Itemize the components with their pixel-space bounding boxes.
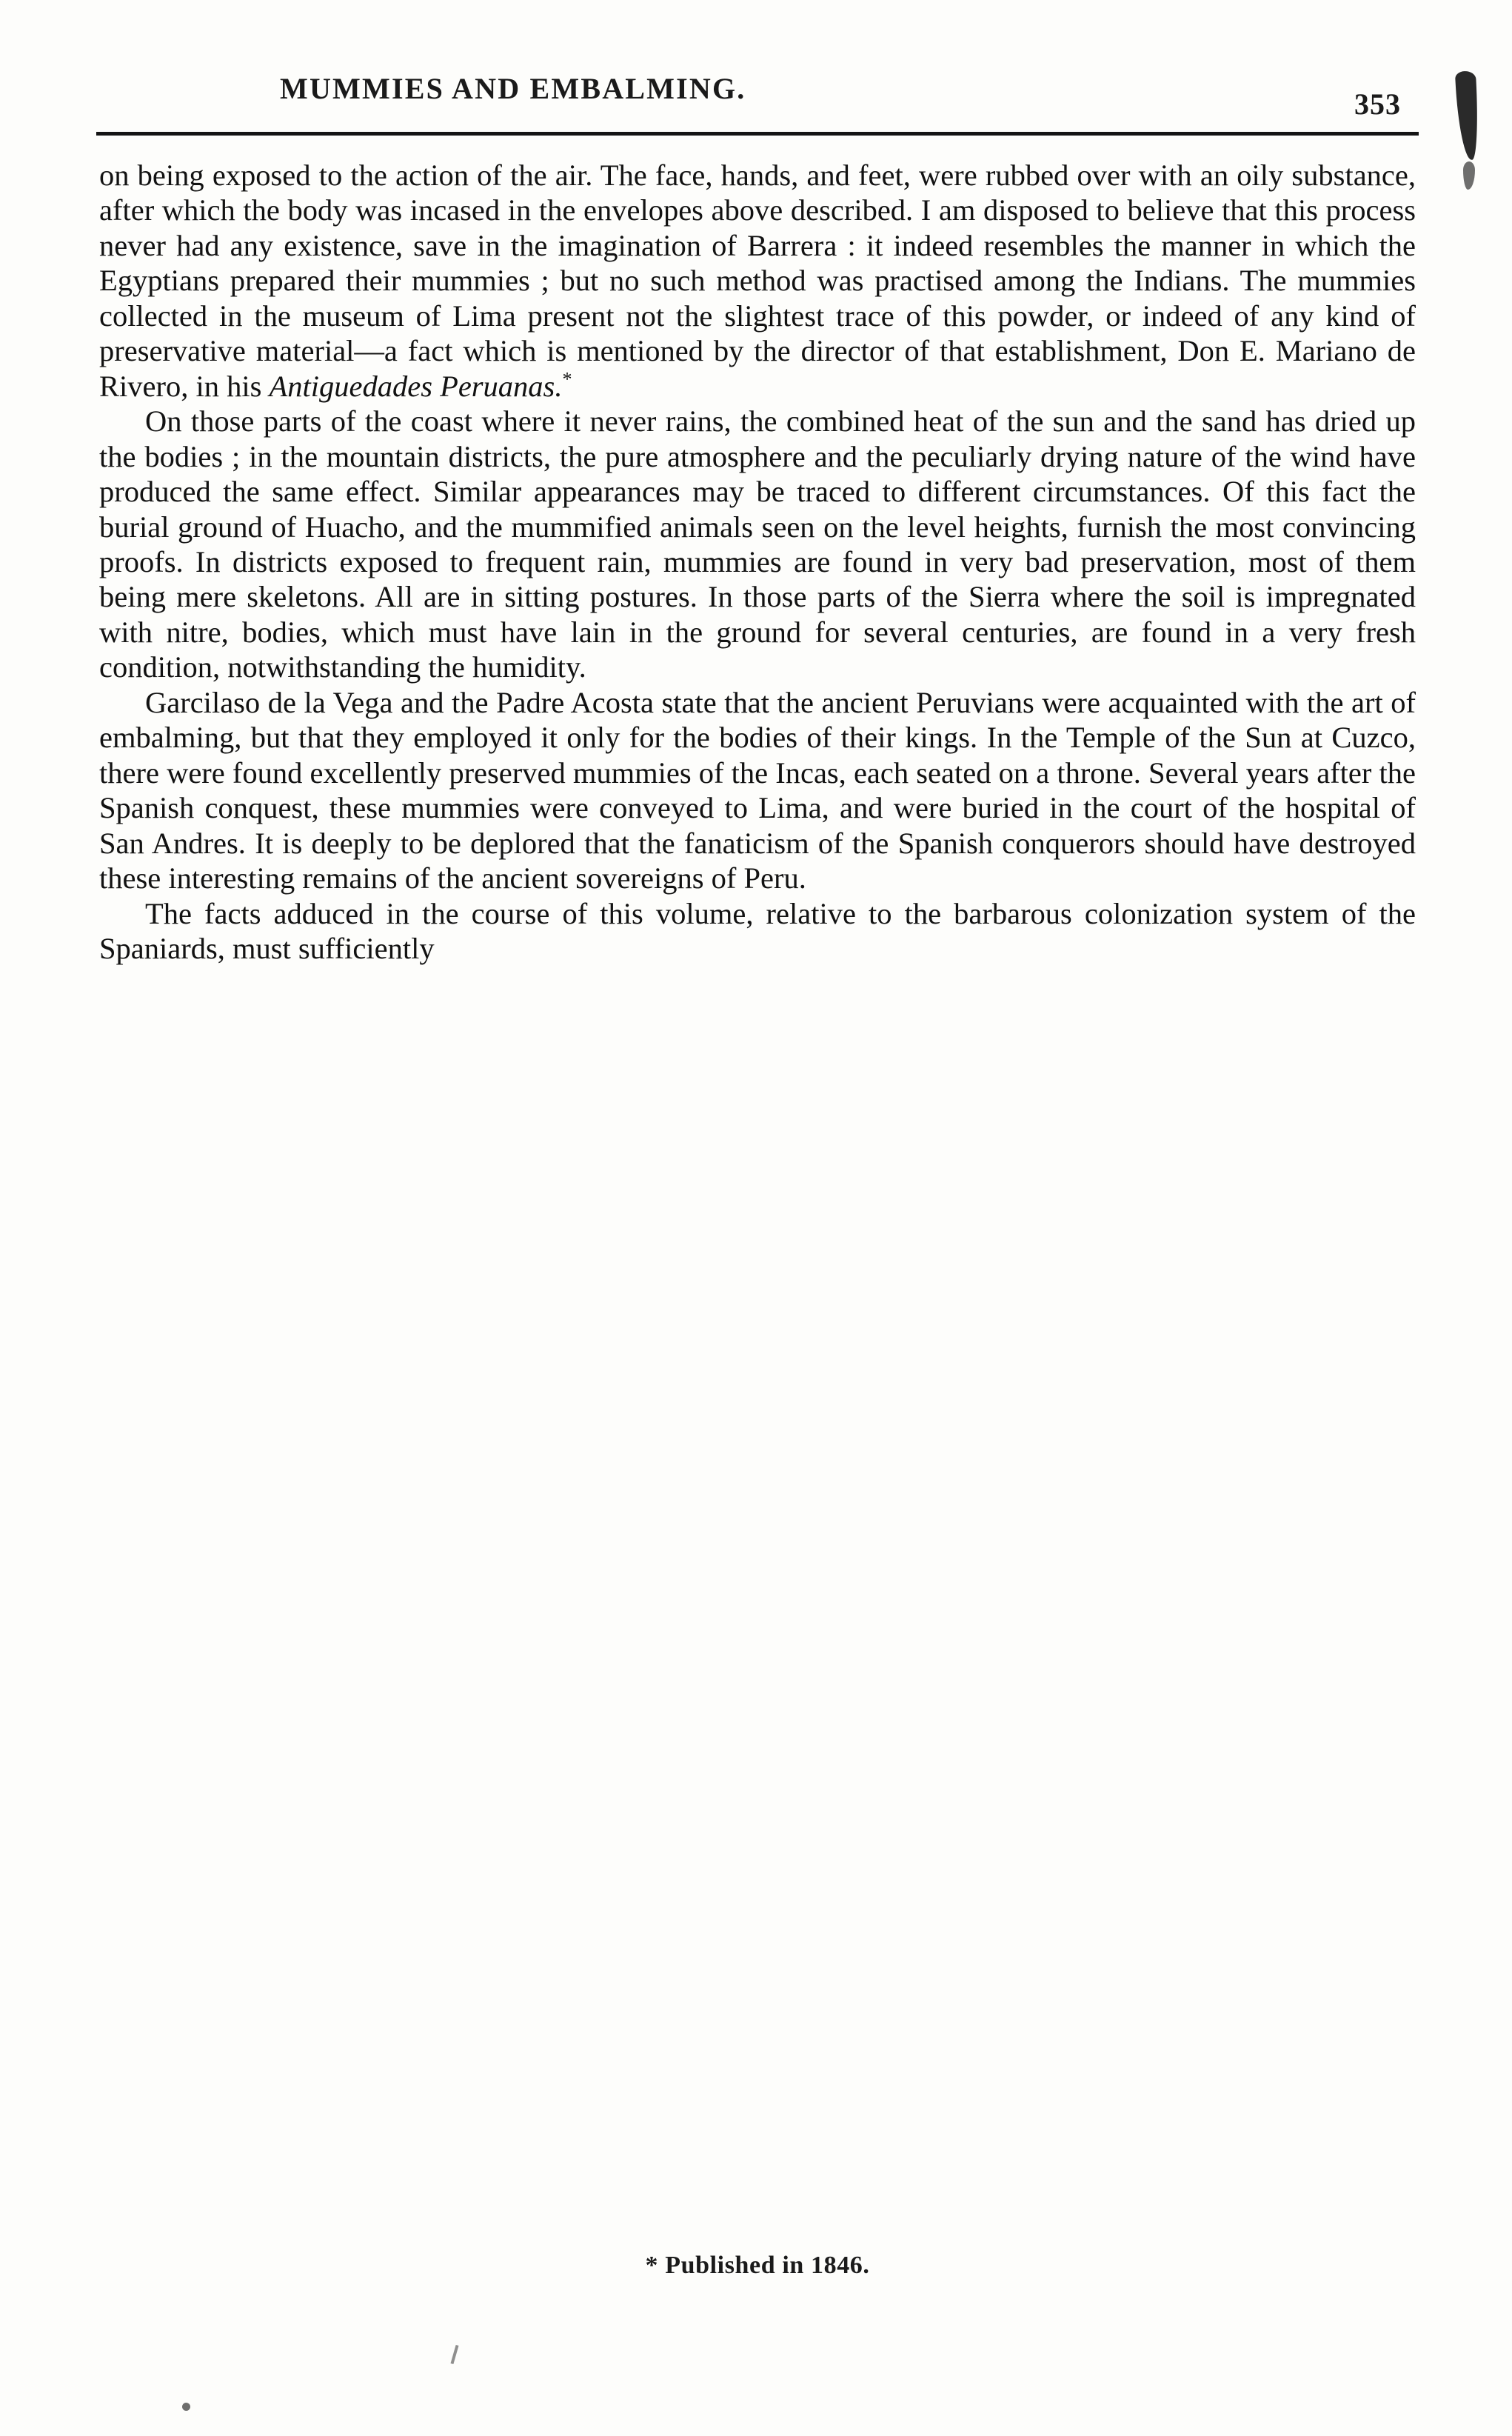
page-content [95,71,1420,966]
paragraph-2: On those parts of the coast where it never rains, the combined heat of the sun and the sand has dried up the bodies ; in the mountain districts, the pure atmosphere and the peculiarly drying nature of the wind have produced the same effect. Similar appearances may be traced to different circumstances. Of this fact the burial ground of Huacho, and the mummified animals seen on the level heights, furnish the most convincing proofs. In districts exposed to frequent rain, mummies are found in very bad preservation, most of them being mere skeletons. All are in sitting postures. In those parts of the Sierra where the soil is impregnated with nitre, bodies, which must have lain in the ground for several centuries, are found in a very fresh condition, notwithstanding the humidity. [99,404,1416,684]
footnote [95,2252,1420,2280]
paragraph-1-text: on being exposed to the action of the air. The face, hands, and feet, were rubbed over with an oily substance, after which the body was incased in the envelopes above described. I am disposed to believe that this process never had any existence, save in the imagination of Barrera : it indeed resembles the manner in which the Egyptians prepared their mummies ; but no such method was practised among the Indians. The mummies collected in the museum of Lima present not the slightest trace of this powder, or indeed of any kind of preservative material—a fact which is mentioned by the director of that establishment, Don E. Mariano de Rivero, in his [99,158,1416,403]
body-text [95,158,1420,966]
paragraph-4: The facts adduced in the course of this volume, relative to the barbarous colonization system of the Spaniards, must sufficiently [99,896,1416,965]
paragraph-3: Garcilaso de la Vega and the Padre Acosta state that the ancient Peruvians were acquainted with the art of embalming, but that they employed it only for the bodies of their kings. In the Temple of the Sun at Cuzco, there were found excellently preserved mummies of the Incas, each seated on a throne. Several years after the Spanish conquest, these mummies were conveyed to Lima, and were buried in the court of the hospital of San Andres. It is deeply to be deplored that the fanaticism of the Spanish conquerors should have destroyed these interesting remains of the ancient sovereigns of Peru. [99,685,1416,895]
ink-smudge-upper [1455,70,1480,160]
footnote-marker: * [645,2252,659,2279]
scan-edge-ink-mark [1453,71,1487,197]
footnote-text: Published in 1846. [665,2252,870,2279]
ink-smudge-lower [1463,161,1475,190]
header-rule [96,132,1419,136]
page-number: 353 [1354,87,1401,121]
scan-stray-mark-2 [182,2403,190,2411]
running-head-title: MUMMIES AND EMBALMING. [280,72,746,105]
paragraph-1-italic-title: Antiguedades Peruanas. [269,369,563,403]
paragraph-1 [99,158,1416,404]
running-head [95,71,1420,123]
footnote-reference-marker: * [562,368,572,390]
